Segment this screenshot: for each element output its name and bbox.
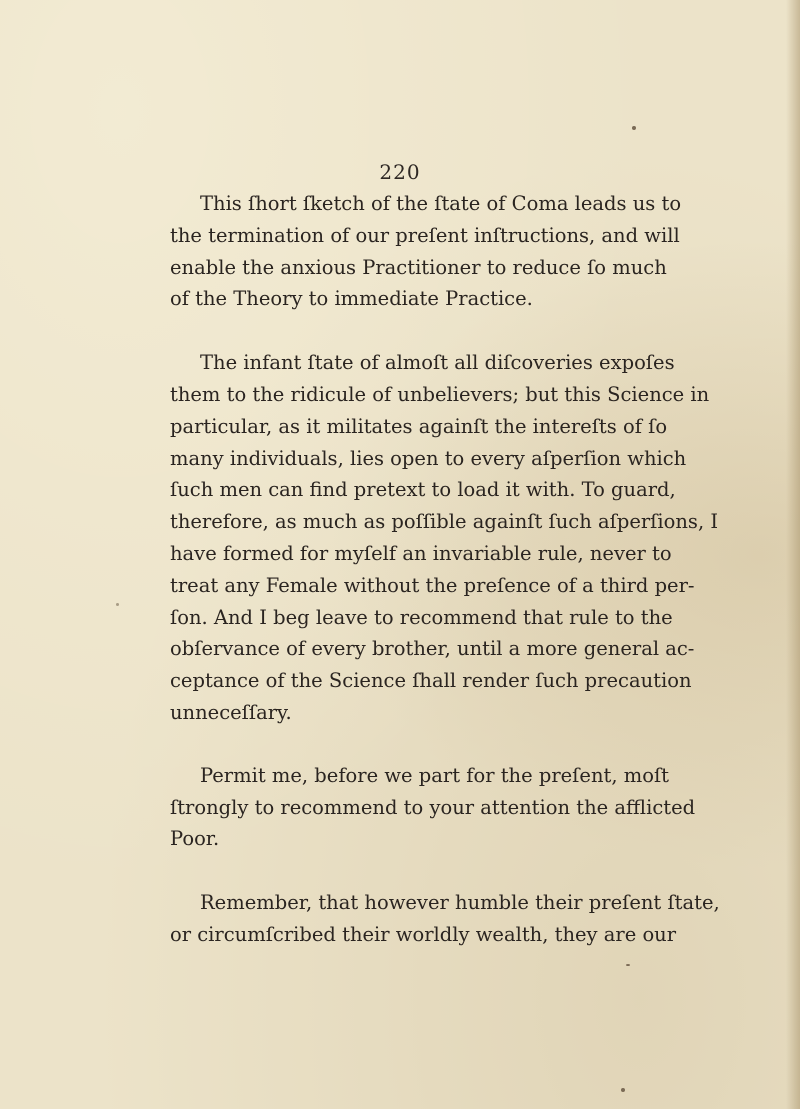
text-line: ſtrongly to recommend to your attention the afflicted [170,795,696,819]
paragraph-remember [170,887,720,951]
text-line: treat any Female without the preſence of a third per- [170,573,695,597]
text-line: enable the anxious Practitioner to reduce ſo much [170,255,667,279]
text-line: unneceſſary. [170,700,292,724]
paragraph-infant-state [170,347,719,729]
text-line: The infant ſtate of almoſt all diſcoveries expoſes [200,351,675,375]
paper-speck [116,603,119,606]
text-line: particular, as it militates againſt the intereſts of ſo [170,414,668,438]
paragraph-gap [170,729,656,760]
text-line: Remember, that however humble their preſent ſtate, [200,891,720,915]
text-line: ſon. And I beg leave to recommend that rule to the [170,605,673,629]
text-line: many individuals, lies open to every aſperſion which [170,446,687,470]
text-line: Permit me, before we part for the preſent, moſt [200,763,670,787]
text-line: them to the ridicule of unbelievers; but this Science in [170,382,710,406]
paragraph-gap [170,315,656,347]
paragraph-gap [170,855,656,887]
text-line: ceptance of the Science ſhall render ſuch precaution [170,669,692,693]
page-number: 220 [379,160,421,184]
body-text [170,188,720,951]
text-line: the termination of our preſent inſtructions, and will [170,223,680,247]
paragraph-coma-sketch [170,188,682,315]
text-line: This ſhort ſketch of the ſtate of Coma leads us to [200,192,682,215]
text-line: ſuch men can find pretext to load it with. To guard, [170,478,676,502]
text-line: Poor. [170,827,220,851]
paper-speck [626,964,630,966]
paper-speck [621,1088,625,1092]
text-line: of the Theory to immediate Practice. [170,287,533,311]
text-line: therefore, as much as poſſible againſt ſuch aſperſions, I [170,510,719,534]
paper-speck [632,126,636,130]
text-line: or circumſcribed their worldly wealth, they are our [170,922,677,946]
text-line: have formed for myſelf an invariable rule, never to [170,541,672,565]
text-line: obſervance of every brother, until a more general ac- [170,637,695,661]
paragraph-afflicted-poor [170,760,696,855]
